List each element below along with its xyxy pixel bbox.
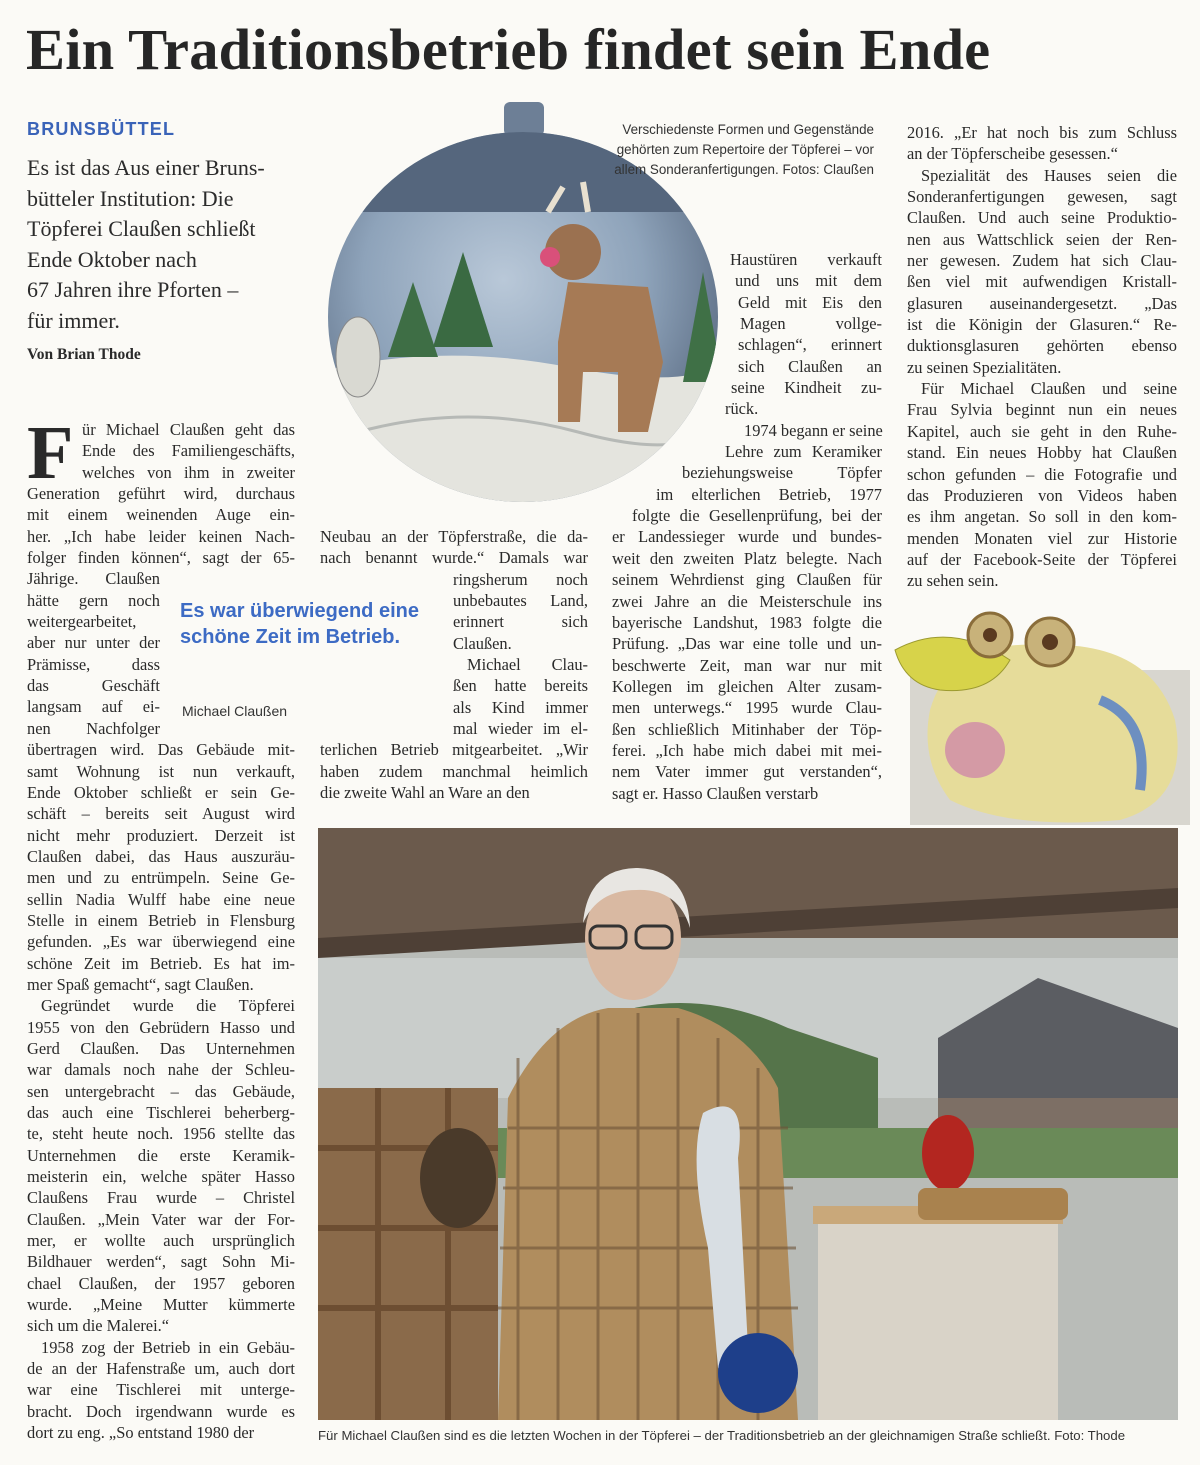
text-line: Claußen. Und auch seine Produktio- (907, 208, 1177, 228)
text-line: chael Claußen, der 1957 geboren (27, 1273, 295, 1293)
text-line: ßen hatte bereits (453, 676, 588, 696)
text-line: folger finden können“, sagt der 65- (27, 548, 295, 568)
text-line: rück. (725, 399, 759, 419)
text-line: Kapitel, auch sie geht in den Ruhe- (907, 421, 1177, 441)
text-line: schlagen“, erinnert (738, 335, 882, 355)
text-line: stand. Ein neues Hobby hat Claußen (907, 443, 1177, 463)
text-line: Stelle in einem Betrieb in Flensburg (27, 910, 295, 930)
lead-line: für immer. (27, 307, 120, 333)
article-headline: Ein Traditionsbetrieb findet sein Ende (26, 17, 991, 82)
text-line: men unterwegs.“ 1995 wurde Clau- (612, 698, 882, 718)
text-line: Claußen dabei, das Haus auszuräu- (27, 846, 295, 866)
text-column-4 (907, 122, 1177, 592)
text-line: dort zu eng. „So entstand 1980 der (27, 1423, 255, 1443)
text-line: Frau Sylvia beginnt nun ein neues (907, 400, 1177, 420)
text-line: erinnert sich (453, 612, 588, 632)
text-line: folgte die Gesellenprüfung, bei der (632, 506, 882, 526)
text-line: bayerische Landshut, 1983 folgte die (612, 612, 882, 632)
text-line: beschwerte Zeit, man war nur mit (612, 655, 882, 675)
text-line: gefunden. „Es war überwiegend eine (27, 932, 295, 952)
text-line: seinem Wehrdienst ging Claußen für (612, 570, 882, 590)
text-line: mer Spaß gemacht“, sagt Claußen. (27, 974, 254, 994)
text-line: Spezialität des Hauses seien die (921, 165, 1177, 185)
text-line: auf der Facebook-Seite der Töpferei (907, 549, 1177, 569)
text-line: nicht mehr produziert. Derzeit ist (27, 825, 295, 845)
text-line: meisterin ein, welche später Hasso (27, 1167, 295, 1187)
text-line: 2016. „Er hat noch bis zum Schluss (907, 123, 1177, 142)
text-line: Neubau an der Töpferstraße, die da- (320, 527, 588, 546)
lead-line: bütteler Institution: Die (27, 185, 234, 211)
text-line: Magen vollge- (740, 314, 882, 334)
text-column-3 (612, 249, 882, 804)
photo-caption: Für Michael Claußen sind es die letzten Wochen in der Töpferei – der Traditionsbetrieb an der gleichnamigen Straße schließt. Foto: Thode (318, 1428, 1126, 1443)
text-line: schon gefunden – die Fotografie und (907, 464, 1177, 484)
text-line: te, steht heute noch. 1956 stellte das (27, 1124, 295, 1144)
text-line: zu seinen Spezialitäten. (907, 357, 1062, 377)
text-line: Michael Clau- (467, 655, 588, 675)
article-lead (27, 153, 307, 336)
text-line: seine Kindheit zu- (731, 378, 882, 398)
dateline: BRUNSBÜTTEL (27, 119, 176, 139)
text-line: ßen viel mit aufwendigen Kristall- (907, 272, 1177, 292)
text-line: an der Töpferscheibe gesessen.“ (907, 144, 1118, 164)
text-line: sagt er. Hasso Claußen verstarb (612, 783, 819, 803)
text-line: glasuren auseinandergesetzt. „Das (907, 293, 1177, 313)
text-line: Geld mit Eis den (738, 292, 882, 312)
text-line: Gegründet wurde die Töpferei (41, 996, 295, 1016)
text-line: Gerd Claußen. Das Unternehmen (27, 1038, 295, 1058)
text-line: ist die Königin der Glasuren.“ Re- (907, 315, 1177, 335)
text-line: aber nur unter der (27, 633, 160, 653)
text-line: Haustüren verkauft (730, 250, 882, 269)
text-line: ür Michael Claußen geht das (82, 420, 295, 439)
text-line: weit den zweiten Platz belegte. Nach (612, 548, 882, 568)
text-line: übertragen wird. Das Gebäude mit- (27, 740, 295, 760)
text-line: weitergearbeitet, (27, 612, 137, 632)
text-line: ferei. „Ich habe mich dabei mit mei- (612, 740, 882, 760)
text-line: sich Claußen an (738, 356, 882, 376)
text-line: das Geschäft (27, 676, 160, 696)
text-line: Für Michael Claußen und seine (921, 379, 1177, 399)
text-line: mal wieder im el- (453, 719, 588, 739)
text-line: und uns mit dem (735, 271, 882, 291)
text-line: er Landessieger wurde und bundes- (612, 527, 882, 547)
text-line: samt Wohnung ist nun verkauft, (27, 761, 295, 781)
text-line: haben zudem manchmal heimlich (320, 761, 588, 781)
text-line: hätte gern noch (27, 590, 160, 610)
text-line: Ende Oktober schließt er sein Ge- (27, 782, 295, 802)
text-line: mit einem weinenden Auge ein- (27, 505, 295, 525)
text-line: her. „Ich habe leider keinen Nach- (27, 526, 295, 546)
text-line: terlichen Betrieb mitgearbeitet. „Wir (320, 740, 588, 760)
text-line: mer, er wollte auch ursprünglich (27, 1231, 295, 1251)
text-column-2 (320, 526, 588, 803)
text-line: Jährige. Claußen (27, 569, 160, 589)
text-line: duktionsglasuren gehörten ebenso (907, 336, 1177, 356)
text-line: men und zu entrümpeln. Seine Ge- (27, 868, 295, 888)
text-line: schöne Zeit im Betrieb. Es hat im- (27, 953, 295, 973)
text-line: Lehre zum Keramiker (725, 442, 882, 462)
text-line: als Kind immer (453, 697, 588, 717)
text-line: nem Vater immer gut verstanden“, (612, 762, 882, 782)
text-line: Ende des Familiengeschäfts, (82, 441, 295, 461)
lead-line: Ende Oktober nach (27, 246, 197, 272)
text-line: Unternehmen die erste Keramik- (27, 1145, 295, 1165)
text-line: die zweite Wahl an Ware an den (320, 783, 530, 803)
text-line: Sonderanfertigungen gewesen, sagt (907, 187, 1177, 207)
text-line: nach benannt wurde.“ Damals war (320, 548, 588, 568)
text-line: das Produzieren von Videos haben (907, 485, 1177, 505)
lead-line: Töpferei Claußen schließt (27, 216, 256, 241)
frog-ceramic-photo (890, 600, 1190, 825)
text-line: Prüfung. „Das war eine tolle und un- (612, 634, 882, 654)
drop-cap: F (27, 411, 74, 495)
text-line: menden Monaten viel zur Historie (907, 528, 1177, 548)
pull-quote-attribution: Michael Claußen (182, 703, 288, 719)
image-caption: Verschiedenste Formen und Gegenstände gehörten zum Repertoire der Töpferei – vor allem Sonderanfertigungen. Fotos: Claußen (614, 122, 874, 177)
text-line: nen aus Wattschlick seien der Ren- (907, 229, 1177, 249)
text-line: Bildhauer werden“, sagt Sohn Mi- (27, 1252, 295, 1272)
text-line: bracht. Doch irgendwann wurde es (27, 1401, 295, 1421)
text-line: Kollegen im gleichen Alter zusam- (612, 676, 882, 696)
portrait-photo (318, 828, 1178, 1420)
text-line: war eine Tischlerei mit unterge- (27, 1380, 295, 1400)
text-line: 1955 von den Gebrüdern Hasso und (27, 1017, 295, 1037)
text-line: 1974 begann er seine (744, 420, 883, 440)
text-line: zwei Jahre an die Meisterschule ins (612, 591, 882, 611)
text-line: 1958 zog der Betrieb in ein Gebäu- (41, 1337, 295, 1357)
text-line: de an der Hafenstraße um, auch dort (27, 1359, 295, 1379)
lead-line: Es ist das Aus einer Bruns- (27, 155, 265, 180)
text-line: Claußens Frau wurde – Christel (27, 1188, 295, 1208)
byline: Von Brian Thode (27, 346, 141, 363)
text-line: Claußen. (453, 633, 512, 653)
text-line: beziehungsweise Töpfer (682, 463, 882, 483)
text-line: sellin Nadia Wulff habe eine neue (27, 889, 295, 909)
text-line: wurde. „Meine Mutter kümmerte (27, 1295, 295, 1315)
text-line: Generation geführt wird, durchaus (27, 484, 295, 504)
lead-line: 67 Jahren ihre Pforten – (27, 277, 239, 302)
text-line: im elterlichen Betrieb, 1977 (656, 484, 882, 504)
text-line: ßen schließlich Mitinhaber der Töp- (612, 719, 882, 739)
text-line: nen Nachfolger (27, 718, 160, 738)
text-line: sich um die Malerei.“ (27, 1316, 170, 1336)
text-line: ner gewesen. Zudem hat sich Clau- (907, 251, 1177, 271)
text-line: welches von ihm in zweiter (82, 462, 295, 482)
text-line: sen untergebracht – das Gebäude, (27, 1081, 295, 1101)
text-line: zu sehen sein. (907, 571, 999, 591)
text-line: langsam auf ei- (27, 697, 160, 717)
text-line: das auch eine Tischlerei beherberg- (27, 1103, 295, 1122)
text-column-1 (27, 411, 295, 1444)
text-line: Claußen. „Mein Vater war der For- (27, 1209, 295, 1229)
text-line: Prämisse, dass (27, 654, 160, 674)
pull-quote: Es war überwiegend eine schöne Zeit im Betrieb. (180, 600, 419, 648)
text-line: war damals noch nahe der Schleu- (27, 1060, 295, 1080)
text-line: schäft – bereits seit August wird (27, 804, 295, 824)
text-line: ringsherum noch (453, 569, 588, 589)
text-line: unbebautes Land, (453, 591, 588, 611)
text-line: es ihm angetan. So soll in den kom- (907, 507, 1177, 527)
